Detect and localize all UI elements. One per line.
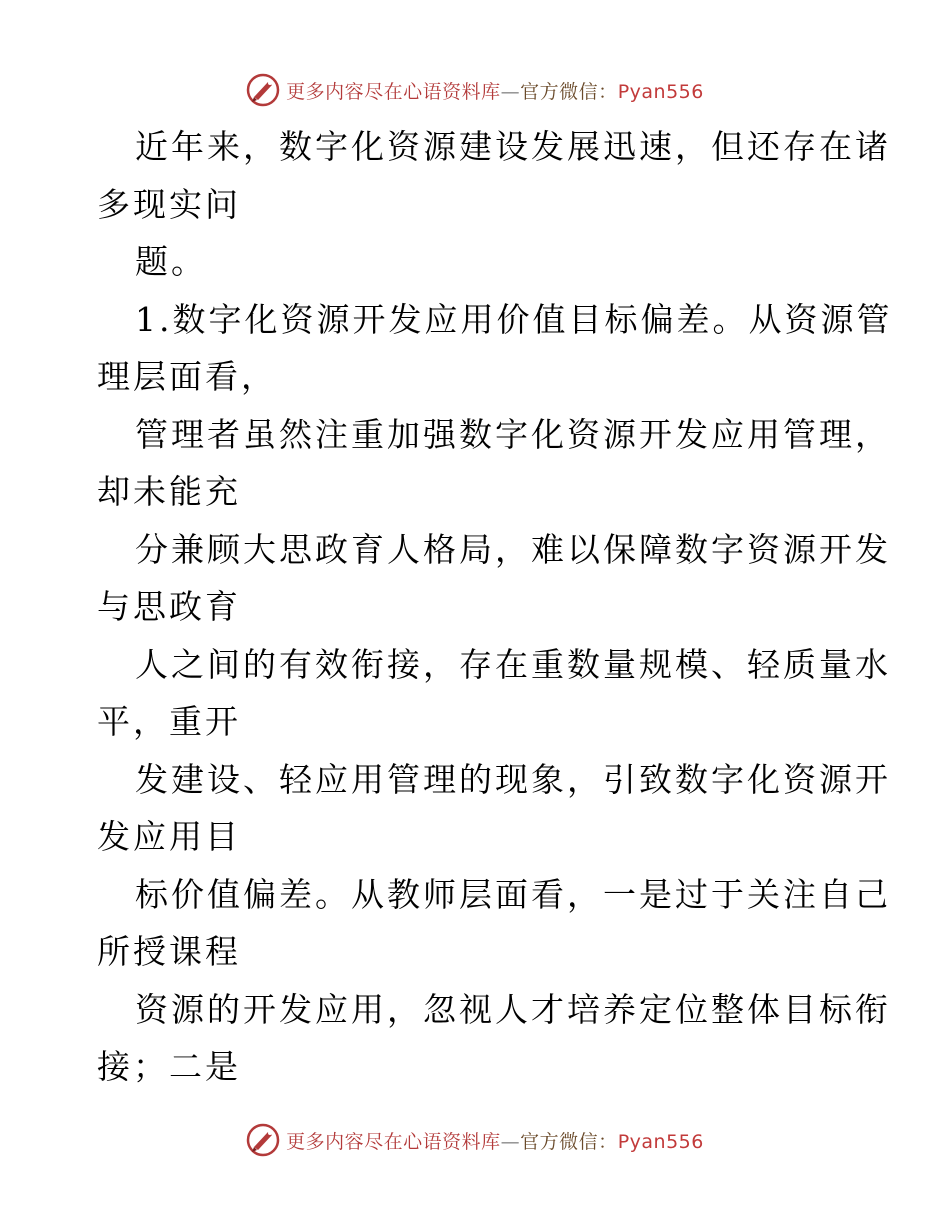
body-line: 1.数字化资源开发应用价值目标偏差。从资源管 <box>135 299 893 339</box>
footer-banner-text <box>286 1127 704 1154</box>
body-line: 平，重开 <box>97 702 241 741</box>
body-line: 发应用目 <box>97 817 241 856</box>
pen-logo-icon <box>246 1123 280 1157</box>
body-line: 接；二是 <box>97 1047 241 1086</box>
body-line: 资源的开发应用，忽视人才培养定位整体目标衔 <box>135 989 891 1029</box>
body-line: 题。 <box>135 242 207 281</box>
header-banner-title: 更多内容尽在心语资料库 <box>286 80 501 103</box>
footer-banner-wechat-id: Pyan556 <box>617 1130 704 1153</box>
body-line: 所授课程 <box>97 932 241 971</box>
footer-banner-title: 更多内容尽在心语资料库 <box>286 1130 501 1153</box>
body-line: 却未能充 <box>97 472 241 511</box>
document-body <box>97 118 893 1096</box>
body-line: 人之间的有效衔接，存在重数量规模、轻质量水 <box>135 644 891 684</box>
header-watermark-banner <box>0 70 950 110</box>
header-banner-separator: — <box>500 80 521 103</box>
body-line: 理层面看， <box>97 357 277 396</box>
footer-watermark-banner <box>0 1120 950 1160</box>
body-line: 多现实问 <box>97 184 241 224</box>
footer-banner-separator: — <box>500 1130 521 1153</box>
body-line: 发建设、轻应用管理的现象，引致数字化资源开 <box>135 759 891 799</box>
body-line: 标价值偏差。从教师层面看，一是过于关注自己 <box>135 874 891 914</box>
body-line: 近年来，数字化资源建设发展迅速，但还存在诸 <box>135 127 891 166</box>
header-banner-wechat-id: Pyan556 <box>617 80 704 103</box>
header-banner-wechat-label: 官方微信： <box>520 80 618 103</box>
body-line: 分兼顾大思政育人格局，难以保障数字资源开发 <box>135 529 891 569</box>
footer-banner-wechat-label: 官方微信： <box>520 1130 618 1153</box>
header-banner-text <box>286 77 704 104</box>
pen-logo-icon <box>246 73 280 107</box>
body-line: 与思政育 <box>97 587 241 626</box>
body-line: 管理者虽然注重加强数字化资源开发应用管理， <box>135 414 891 454</box>
